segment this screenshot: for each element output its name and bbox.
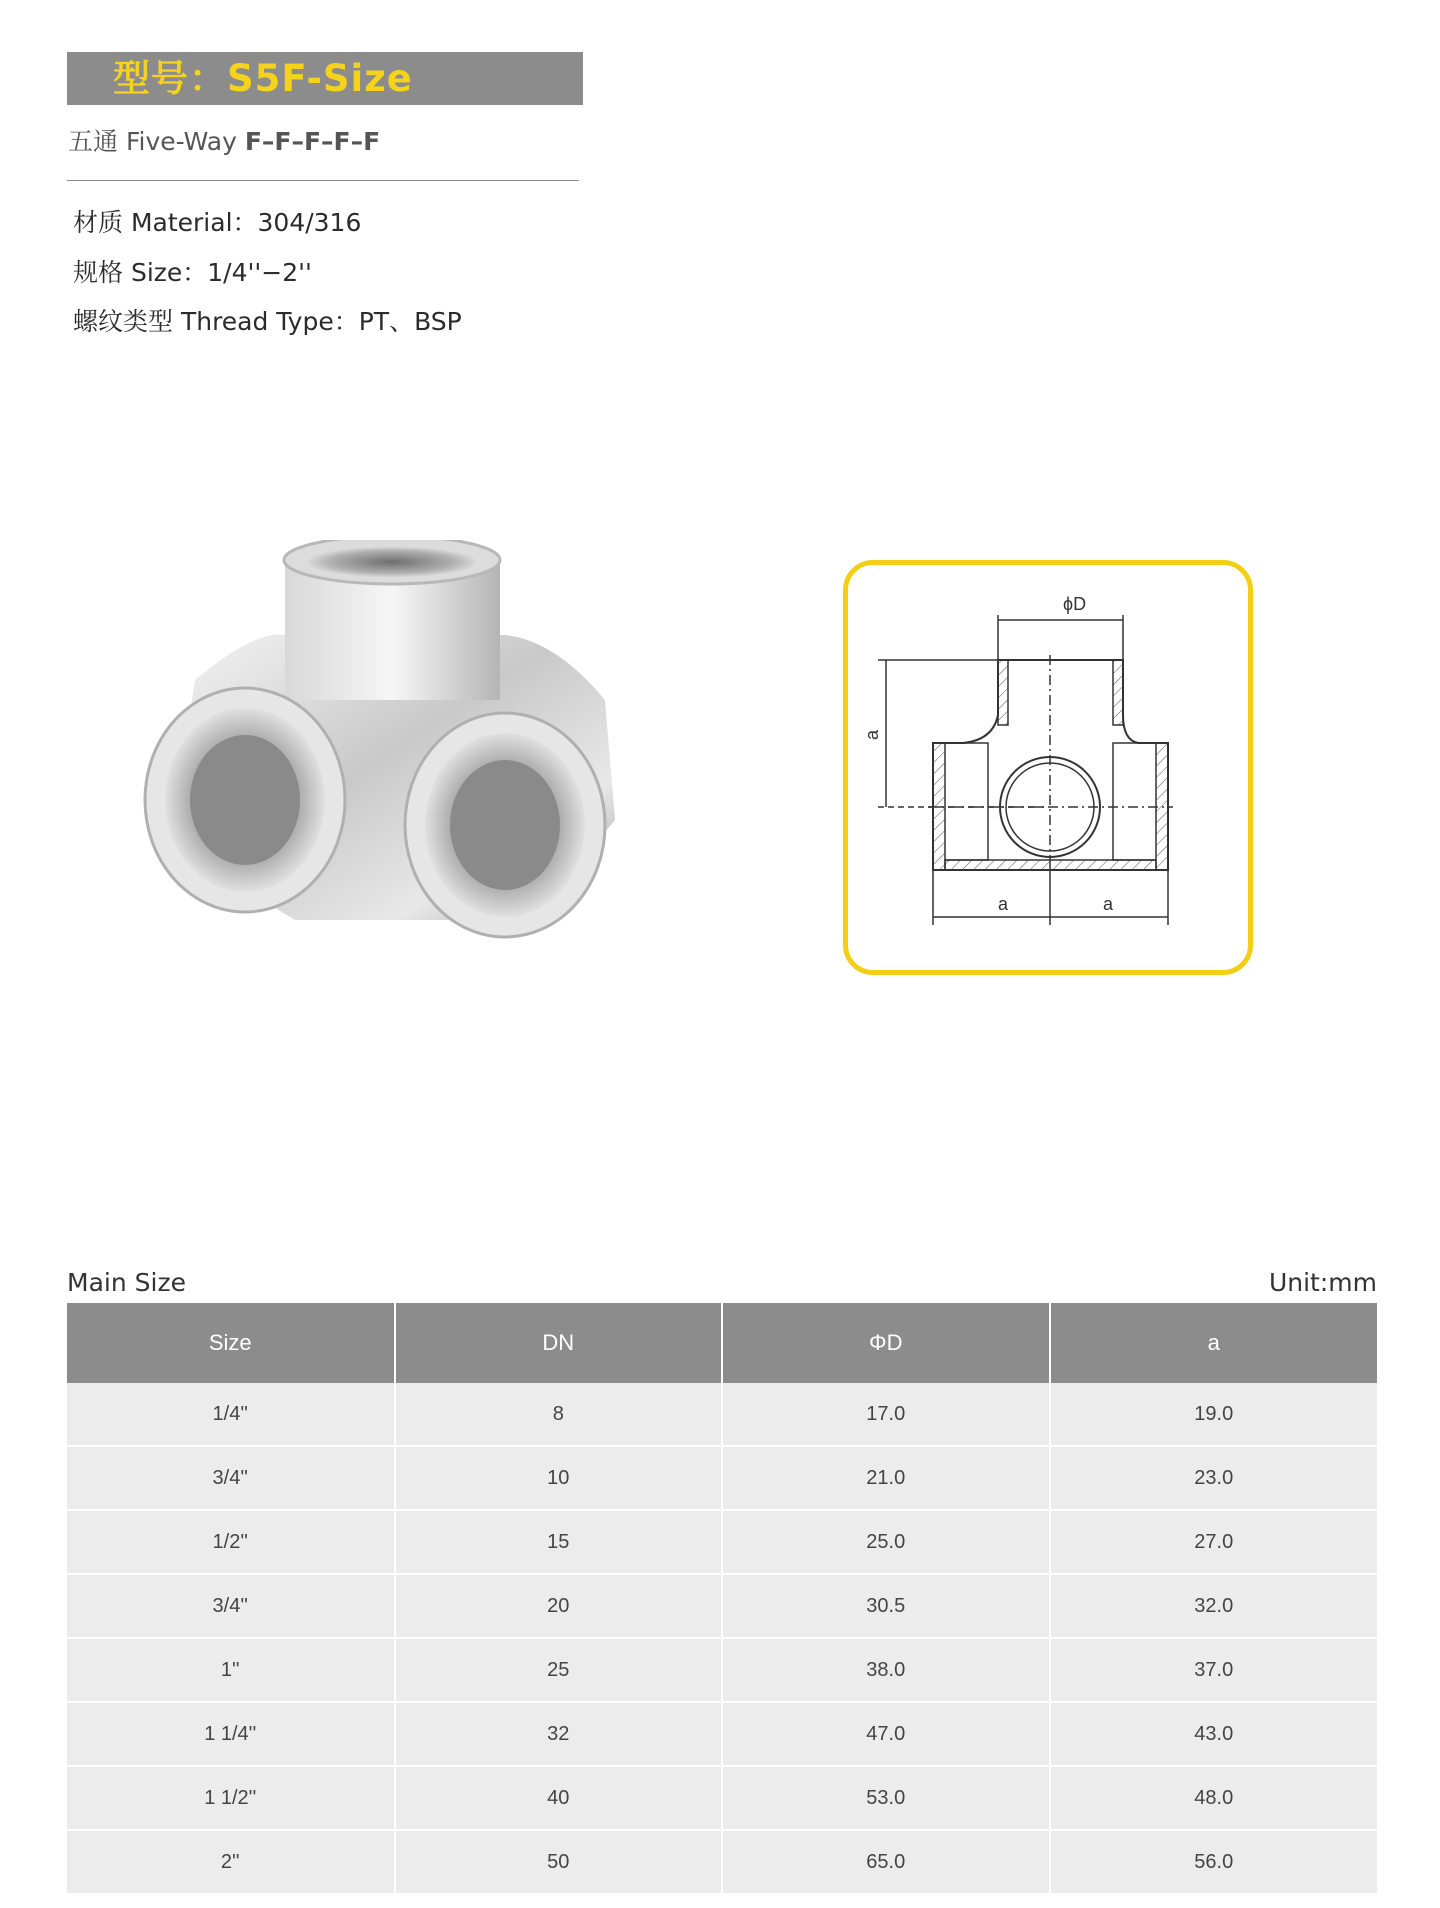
table-cell: 19.0 [1050,1383,1378,1446]
table-cell: 1'' [67,1638,395,1702]
table-cell: 53.0 [722,1766,1050,1830]
table-cell: 17.0 [722,1383,1050,1446]
column-header: ΦD [722,1303,1050,1383]
product-subtitle [68,122,380,158]
spec-size: 规格 Size：1/4''−2'' [73,258,312,287]
table-cell: 3/4'' [67,1574,395,1638]
table-cell: 47.0 [722,1702,1050,1766]
dim-diameter-label: ϕD [1063,594,1087,614]
column-header: a [1050,1303,1378,1383]
table-cell: 15 [395,1510,723,1574]
subtitle-name: 五通 Five-Way [68,127,237,156]
table-cell: 21.0 [722,1446,1050,1510]
column-header: Size [67,1303,395,1383]
divider [67,180,579,181]
table-row [67,1446,1377,1510]
technical-drawing [843,560,1253,975]
table-cell: 38.0 [722,1638,1050,1702]
table-cell: 1/2'' [67,1510,395,1574]
table-caption: Main Size [67,1268,186,1297]
size-table [67,1303,1377,1895]
unit-label: Unit:mm [1268,1268,1377,1297]
dim-a-vertical-label: a [862,729,882,740]
table-cell: 2'' [67,1830,395,1894]
product-photo [135,540,655,1000]
dim-a-right-label: a [1103,894,1114,914]
table-cell: 23.0 [1050,1446,1378,1510]
table-header-row [67,1303,1377,1383]
table-cell: 32.0 [1050,1574,1378,1638]
table-cell: 1 1/2'' [67,1766,395,1830]
table-cell: 3/4'' [67,1446,395,1510]
table-cell: 40 [395,1766,723,1830]
table-row [67,1766,1377,1830]
page-title: 型号：S5F-Size [113,57,413,100]
spec-material: 材质 Material：304/316 [73,208,362,237]
spec-thread-type: 螺纹类型 Thread Type：PT、BSP [73,307,462,336]
table-cell: 27.0 [1050,1510,1378,1574]
table-cell: 25.0 [722,1510,1050,1574]
table-row [67,1638,1377,1702]
table-cell: 37.0 [1050,1638,1378,1702]
table-row [67,1574,1377,1638]
table-row [67,1830,1377,1894]
table-row [67,1383,1377,1446]
table-cell: 32 [395,1702,723,1766]
table-cell: 56.0 [1050,1830,1378,1894]
table-cell: 43.0 [1050,1702,1378,1766]
table-cell: 30.5 [722,1574,1050,1638]
column-header: DN [395,1303,723,1383]
table-cell: 1/4'' [67,1383,395,1446]
table-row [67,1702,1377,1766]
table-cell: 1 1/4'' [67,1702,395,1766]
table-row [67,1510,1377,1574]
table-cell: 48.0 [1050,1766,1378,1830]
table-cell: 25 [395,1638,723,1702]
table-cell: 65.0 [722,1830,1050,1894]
table-cell: 10 [395,1446,723,1510]
table-cell: 50 [395,1830,723,1894]
subtitle-code: F–F–F–F–F [244,127,381,156]
table-cell: 8 [395,1383,723,1446]
dim-a-left-label: a [998,894,1009,914]
drawing-svg [848,565,1248,970]
table-cell: 20 [395,1574,723,1638]
